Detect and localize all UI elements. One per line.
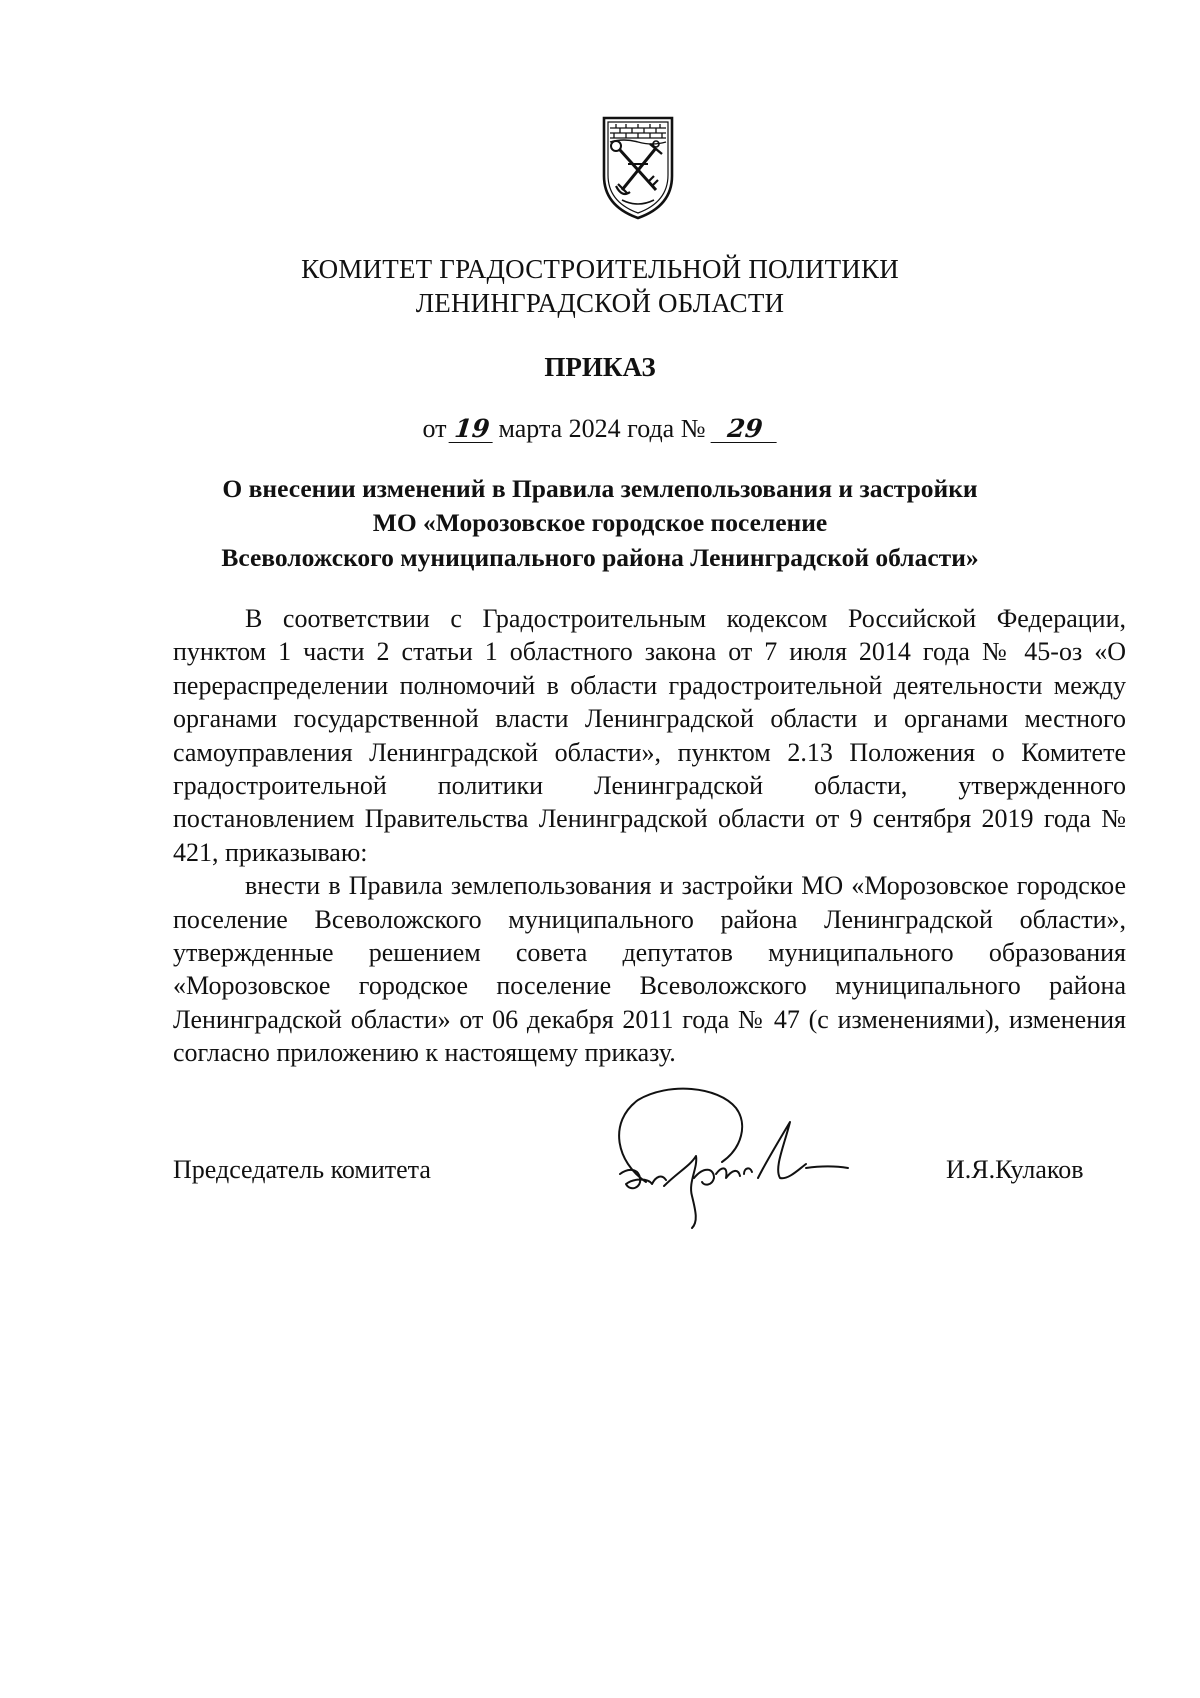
subject-line-3: Всеволожского муниципального района Ленинградской области» — [221, 543, 979, 572]
signatory-name: И.Я.Кулаков — [946, 1155, 1084, 1184]
signature-icon — [598, 1082, 898, 1232]
order-paragraph: внести в Правила землепользования и застройки МО «Морозовское городское поселение Всеволожского муниципального района Ленинградской области», утвержденные решением совета депутатов муниципального образования «Морозовское городское поселение Всеволожского муниципального района Ленинградской области» от 06 декабря 2011 года № 47 (с изменениями), изменения согласно приложению к настоящему приказу. — [173, 871, 1126, 1068]
subject-line-2: МО «Морозовское городское поселение — [372, 508, 828, 537]
preamble-paragraph: В соответствии с Градостроительным кодексом Российской Федерации, пунктом 1 части 2 статьи 1 областного закона от 7 июля 2014 года № 45-оз «О перераспределении полномочий в области градостроительной деятельности между органами государственной власти Ленинградской области и органами местного самоуправления Ленинградской области», пунктом 2.13 Положения о Комитете градостроительной политики Ленинградской области, утвержденного постановлением Правительства Ленинградской области от 9 сентября 2019 года № 421, приказываю: — [173, 604, 1126, 867]
subject-line-1: О внесении изменений в Правила землепользования и застройки — [222, 474, 978, 503]
document-type-title: ПРИКАЗ — [544, 352, 656, 382]
order-body — [173, 602, 1126, 1070]
date-prefix: от — [422, 414, 447, 443]
date-month-year: марта 2024 года № — [498, 414, 706, 443]
date-and-number-line — [0, 414, 1200, 444]
order-day-handwritten: 19 — [449, 416, 496, 443]
order-number-handwritten: 29 — [710, 416, 779, 443]
organization-name-line-1: КОМИТЕТ ГРАДОСТРОИТЕЛЬНОЙ ПОЛИТИКИ — [301, 254, 899, 284]
coat-of-arms-icon — [598, 114, 678, 220]
organization-name-line-2: ЛЕНИНГРАДСКОЙ ОБЛАСТИ — [415, 288, 785, 318]
signatory-role: Председатель комитета — [173, 1155, 431, 1184]
